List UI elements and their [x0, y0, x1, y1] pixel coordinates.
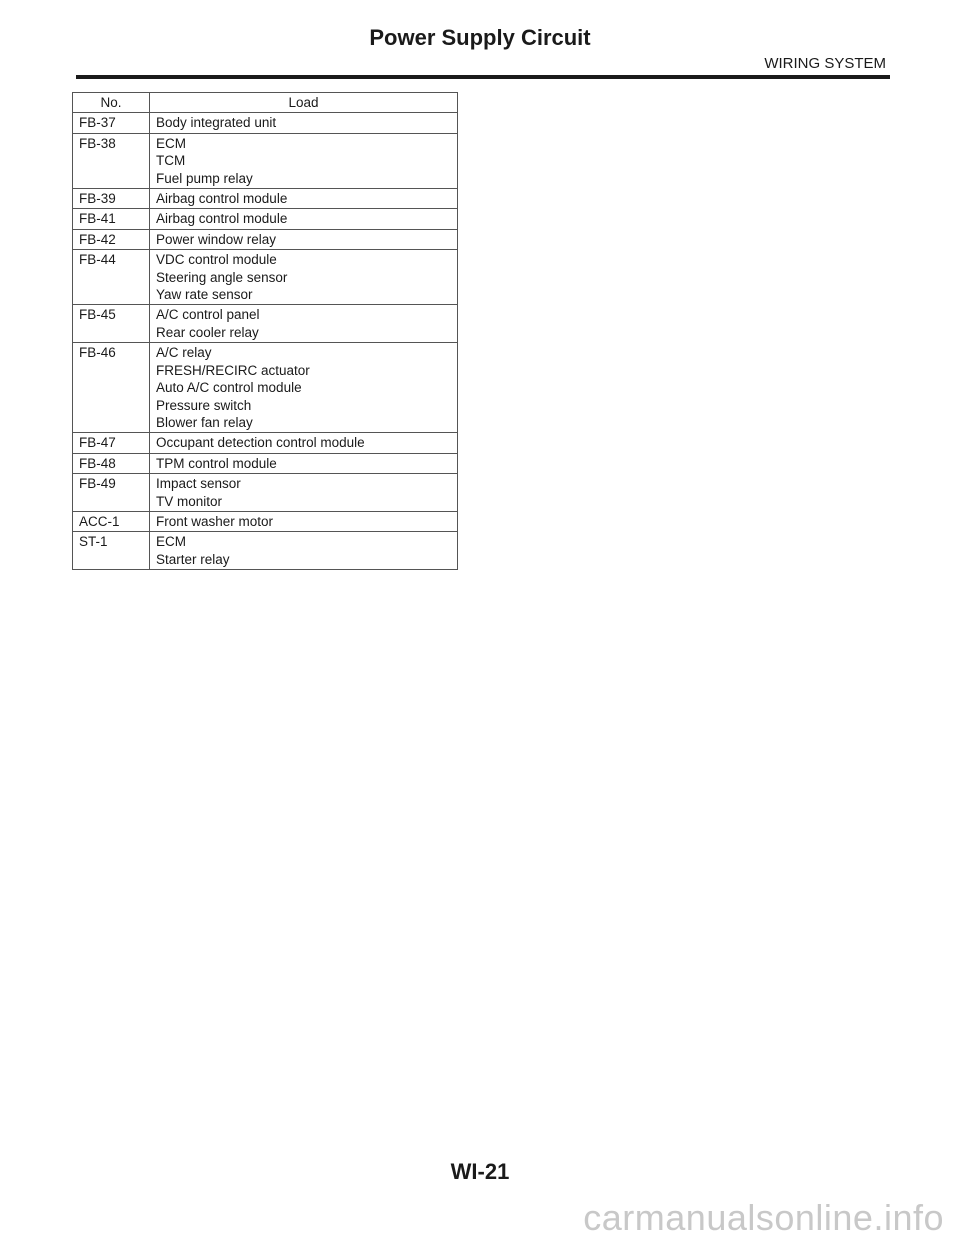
table-row [73, 250, 458, 305]
connector-number: FB-46 [73, 343, 150, 433]
table-header-row [73, 93, 458, 113]
connector-number: FB-39 [73, 189, 150, 209]
watermark: carmanualsonline.info [583, 1197, 944, 1238]
load-cell [150, 209, 458, 229]
column-header-no: No. [73, 93, 150, 113]
table-row [73, 511, 458, 531]
connector-number: FB-47 [73, 433, 150, 453]
load-item: ECM [156, 135, 186, 151]
load-item: A/C relay [156, 345, 212, 361]
load-item: Rear cooler relay [156, 324, 259, 340]
table-row [73, 532, 458, 570]
connector-number: FB-49 [73, 474, 150, 512]
page-title: Power Supply Circuit [369, 25, 591, 50]
page-number: WI-21 [450, 1159, 510, 1184]
load-item: Body integrated unit [156, 115, 277, 131]
load-item: Power window relay [156, 231, 277, 247]
header-rule [76, 75, 890, 79]
load-item: Starter relay [156, 551, 230, 567]
table-row [73, 474, 458, 512]
load-item: Impact sensor [156, 476, 241, 492]
load-item: Front washer motor [156, 513, 274, 529]
load-cell [150, 113, 458, 133]
connector-number: FB-38 [73, 133, 150, 188]
load-item: Airbag control module [156, 211, 288, 227]
load-cell [150, 343, 458, 433]
load-item: Occupant detection control module [156, 435, 365, 451]
table-row [73, 433, 458, 453]
load-item: Airbag control module [156, 191, 288, 207]
load-item: Fuel pump relay [156, 170, 253, 186]
load-cell [150, 532, 458, 570]
table-row [73, 189, 458, 209]
load-item: Blower fan relay [156, 414, 253, 430]
load-item: TV monitor [156, 493, 223, 509]
table-row [73, 453, 458, 473]
table-body [73, 113, 458, 570]
load-cell [150, 133, 458, 188]
load-item: VDC control module [156, 252, 277, 268]
connector-number: FB-37 [73, 113, 150, 133]
column-header-load: Load [150, 93, 458, 113]
section-name: WIRING SYSTEM [764, 55, 886, 72]
connector-number: FB-44 [73, 250, 150, 305]
connector-number: FB-42 [73, 229, 150, 249]
load-item: A/C control panel [156, 307, 260, 323]
connector-number: FB-45 [73, 305, 150, 343]
table-row [73, 113, 458, 133]
load-cell [150, 250, 458, 305]
table-row [73, 209, 458, 229]
load-cell [150, 433, 458, 453]
connector-number: ACC-1 [73, 511, 150, 531]
load-cell [150, 189, 458, 209]
load-cell [150, 229, 458, 249]
load-item: ECM [156, 534, 186, 550]
table-row [73, 229, 458, 249]
load-cell [150, 511, 458, 531]
load-item: FRESH/RECIRC actuator [156, 362, 310, 378]
table-row [73, 133, 458, 188]
connector-number: FB-48 [73, 453, 150, 473]
connector-number: FB-41 [73, 209, 150, 229]
connector-number: ST-1 [73, 532, 150, 570]
load-item: TPM control module [156, 455, 277, 471]
load-item: Steering angle sensor [156, 269, 288, 285]
load-table [72, 92, 458, 570]
load-cell [150, 453, 458, 473]
load-cell [150, 474, 458, 512]
load-item: Auto A/C control module [156, 380, 302, 396]
table-row [73, 343, 458, 433]
load-item: Yaw rate sensor [156, 287, 253, 303]
load-item: TCM [156, 153, 186, 169]
load-cell [150, 305, 458, 343]
load-item: Pressure switch [156, 397, 252, 413]
table-row [73, 305, 458, 343]
